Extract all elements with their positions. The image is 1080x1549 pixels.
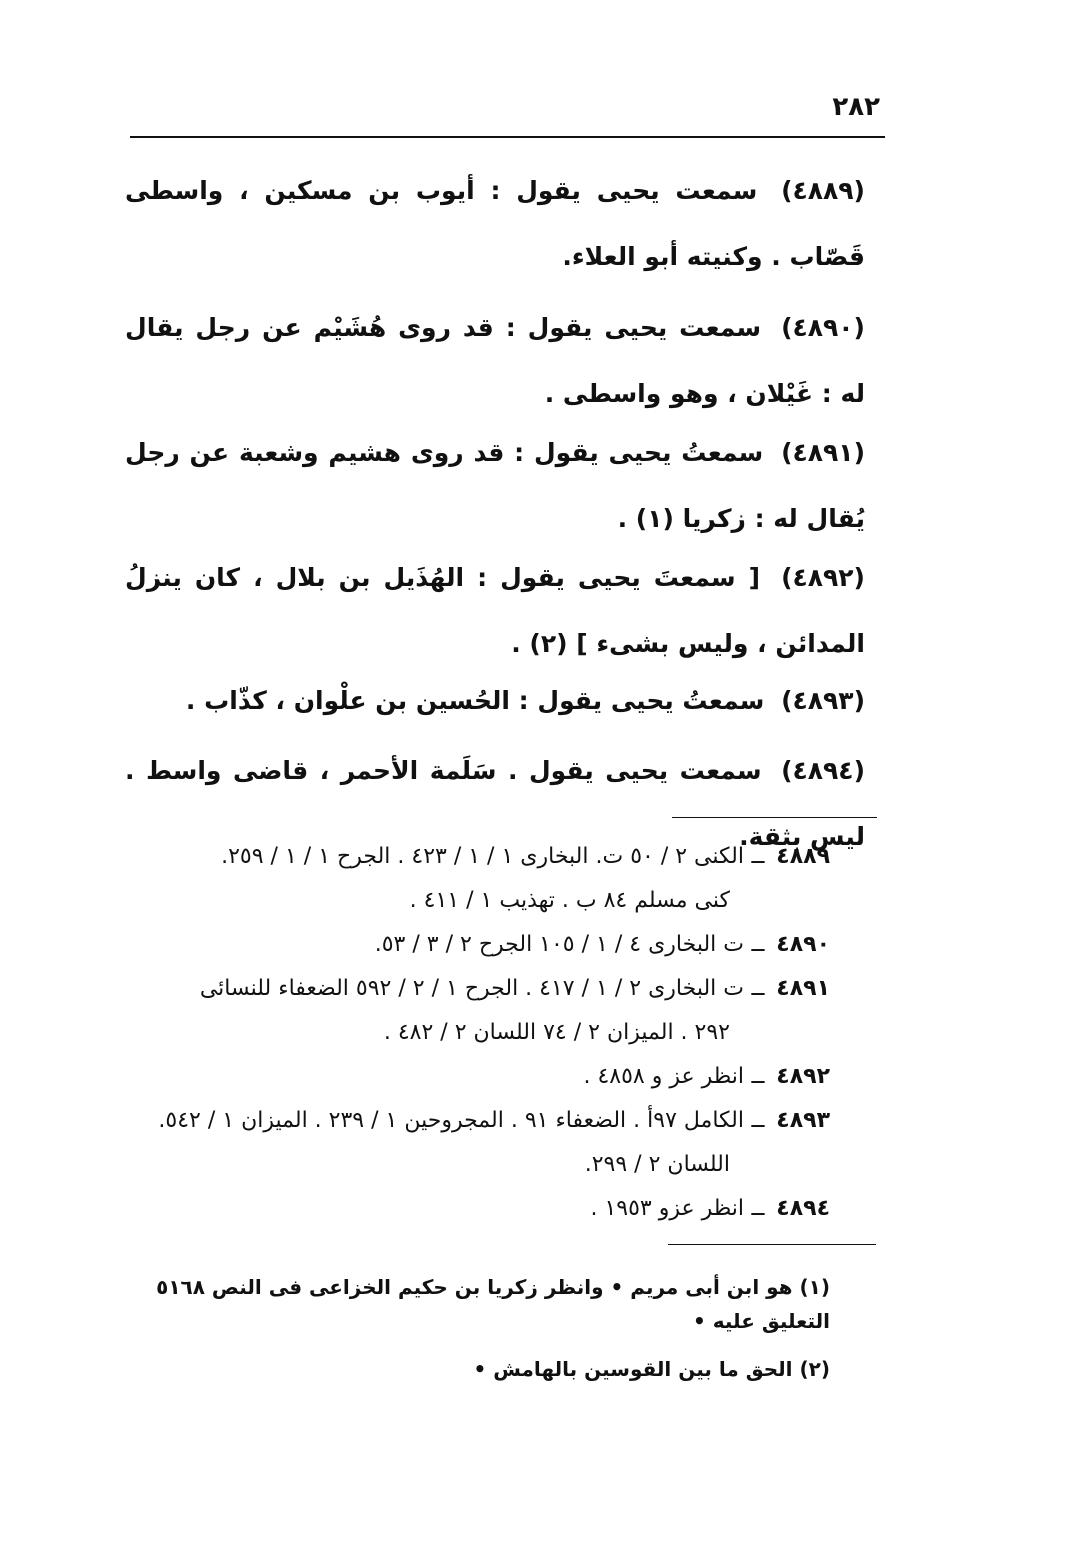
reference-continuation: ٢٩٢ . الميزان ٢ / ٧٤ اللسان ٢ / ٤٨٢ .: [383, 1020, 730, 1045]
reference-dash: ــ: [751, 932, 765, 957]
entry-text: سمعت يحيى يقول : أيوب بن مسكين ، واسطى قَصّاب . وكنيته أبو العلاء.: [125, 176, 865, 271]
reference-dash: ــ: [751, 844, 765, 869]
reference-dash: ــ: [751, 976, 765, 1001]
entry-4891: [125, 420, 865, 552]
reference-text: ت البخارى ٤ / ١ / ١٠٥ الجرح ٢ / ٣ / ٥٣.: [374, 932, 744, 957]
entry-text: سمعتُ يحيى يقول : الحُسين بن علْوان ، كذّاب .: [185, 686, 765, 715]
reference-row: [135, 1187, 830, 1231]
entry-text: سمعت يحيى يقول : قد روى هُشَيْم عن رجل يقال له : غَيْلان ، وهو واسطى .: [125, 313, 865, 408]
reference-row: [135, 923, 830, 967]
reference-number: ٤٨٨٩: [776, 844, 830, 869]
reference-text: ت البخارى ٢ / ١ / ٤١٧ . الجرح ١ / ٢ / ٥٩٢ الضعفاء للنسائى: [199, 976, 744, 1001]
entry-text: سمعتُ يحيى يقول : قد روى هشيم وشعبة عن رجل يُقال له : زكريا (١) .: [125, 438, 865, 533]
footnote: (٢) الحق ما بين القوسين بالهامش •: [473, 1357, 830, 1381]
reference-row: [135, 1055, 830, 1099]
reference-continuation: اللسان ٢ / ٢٩٩.: [584, 1152, 730, 1177]
entry-number: (٤٨٨٩): [781, 176, 865, 205]
entry-number: (٤٨٩٠): [781, 313, 865, 342]
reference-number: ٤٨٩٢: [776, 1064, 830, 1089]
header-rule: [130, 136, 885, 138]
reference-text: الكنى ٢ / ٥٠ ت. البخارى ١ / ١ / ٤٢٣ . الجرح ١ / ١ / ٢٥٩.: [221, 844, 744, 869]
reference-row: [135, 835, 830, 879]
reference-number: ٤٨٩٣: [776, 1108, 830, 1133]
footnote-rule: [668, 1244, 876, 1245]
reference-number: ٤٨٩٤: [776, 1196, 830, 1221]
footnotes: [130, 1270, 830, 1400]
entry-number: (٤٨٩٤): [781, 756, 865, 785]
reference-number: ٤٨٩٠: [776, 932, 830, 957]
reference-row: [135, 1099, 830, 1143]
entry-4892: [125, 545, 865, 677]
reference-text: انظر عزو ١٩٥٣ .: [590, 1196, 744, 1221]
reference-number: ٤٨٩١: [776, 976, 830, 1001]
entry-text: [ سمعتَ يحيى يقول : الهُذَيل بن بلال ، كان ينزلُ المدائن ، وليس بشىء ] (٢) .: [125, 563, 865, 658]
footnote: (١) هو ابن أبى مريم • وانظر زكريا بن حكيم الخزاعى فى النص ٥١٦٨ التعليق عليه •: [156, 1275, 830, 1333]
entry-number: (٤٨٩٣): [781, 686, 865, 715]
entry-number: (٤٨٩١): [781, 438, 865, 467]
reference-dash: ــ: [751, 1064, 765, 1089]
section-rule: [672, 817, 877, 818]
entry-number: (٤٨٩٢): [781, 563, 865, 592]
entry-4890: [125, 295, 865, 427]
reference-dash: ــ: [751, 1196, 765, 1221]
reference-text: الكامل ٩٧أ . الضعفاء ٩١ . المجروحين ١ / ٢٣٩ . الميزان ١ / ٥٤٢.: [158, 1108, 744, 1133]
page-number: ٢٨٢: [832, 92, 880, 122]
entry-text: سمعت يحيى يقول . سَلَمة الأحمر ، قاضى واسط . ليس بثقة.: [125, 756, 865, 851]
reference-text: انظر عز و ٤٨٥٨ .: [583, 1064, 744, 1089]
reference-continuation: كنى مسلم ٨٤ ب . تهذيب ١ / ٤١١ .: [409, 888, 730, 913]
entry-4889: [125, 158, 865, 290]
references-list: [135, 835, 830, 1231]
reference-row: [135, 967, 830, 1011]
reference-dash: ــ: [751, 1108, 765, 1133]
entry-4893: [125, 668, 865, 734]
